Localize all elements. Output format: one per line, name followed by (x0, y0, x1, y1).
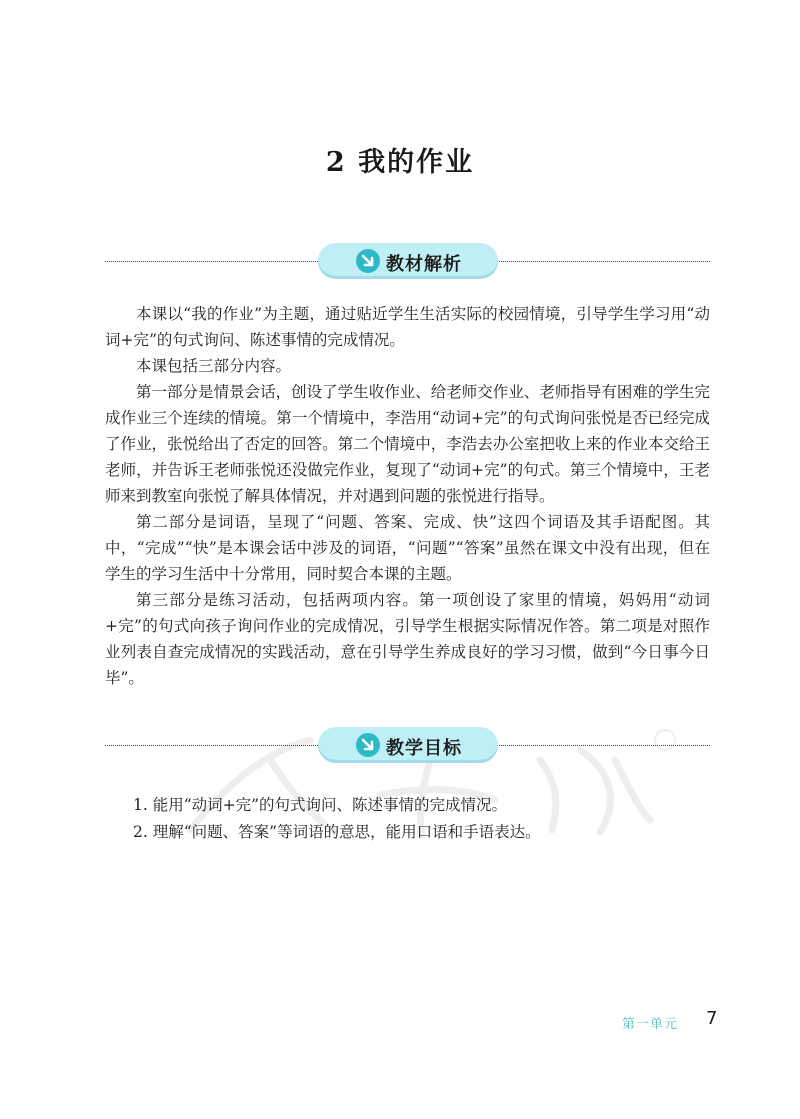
section-title-goals: 教学目标 (386, 738, 462, 759)
lesson-title: 2 我的作业 (325, 147, 475, 178)
page-number: 7 (706, 1008, 718, 1029)
arrow-down-right-circle-icon (356, 249, 380, 273)
section-header-goals (105, 726, 710, 766)
analysis-paragraph: 第一部分是情景会话，创设了学生收作业、给老师交作业、老师指导有困难的学生完成作业三个连续的情境。第一个情境中，李浩用“动词+完”的句式询问张悦是否已经完成了作业，张悦给出了否定的回答。第二个情境中，李浩去办公室把收上来的作业本交给王老师，并告诉王老师张悦还没做完作业，复现了“动词+完”的句式。第三个情境中，王老师来到教室向张悦了解具体情况，并对遇到问题的张悦进行指导。 (105, 383, 710, 505)
analysis-paragraph: 第三部分是练习活动，包括两项内容。第一项创设了家里的情境，妈妈用“动词+完”的句式向孩子询问作业的完成情况，引导学生根据实际情况作答。第二项是对照作业列表自查完成情况的实践活动，意在引导学生养成良好的学习习惯，做到“今日事今日毕”。 (105, 591, 710, 687)
section-header-analysis (105, 242, 710, 282)
goal-item: 1. 能用“动词+完”的句式询问、陈述事情的完成情况。 (133, 796, 508, 814)
analysis-paragraph: 本课以“我的作业”为主题，通过贴近学生生活实际的校园情境，引导学生学习用“动词+完”的句式询问、陈述事情的完成情况。 (105, 305, 710, 349)
arrow-down-right-circle-icon (356, 733, 380, 757)
section-title-analysis: 教材解析 (386, 254, 462, 275)
analysis-paragraph: 本课包括三部分内容。 (136, 357, 292, 375)
footer-unit-label: 第一单元 (622, 1017, 679, 1032)
goal-item: 2. 理解“问题、答案”等词语的意思，能用口语和手语表达。 (133, 823, 541, 841)
analysis-paragraph: 第二部分是词语，呈现了“问题、答案、完成、快”这四个词语及其手语配图。其中，“完成”“快”是本课会话中涉及的词语，“问题”“答案”虽然在课文中没有出现，但在学生的学习生活中十分常用，同时契合本课的主题。 (105, 513, 710, 583)
section-pill (318, 727, 498, 763)
section-pill (318, 243, 498, 279)
